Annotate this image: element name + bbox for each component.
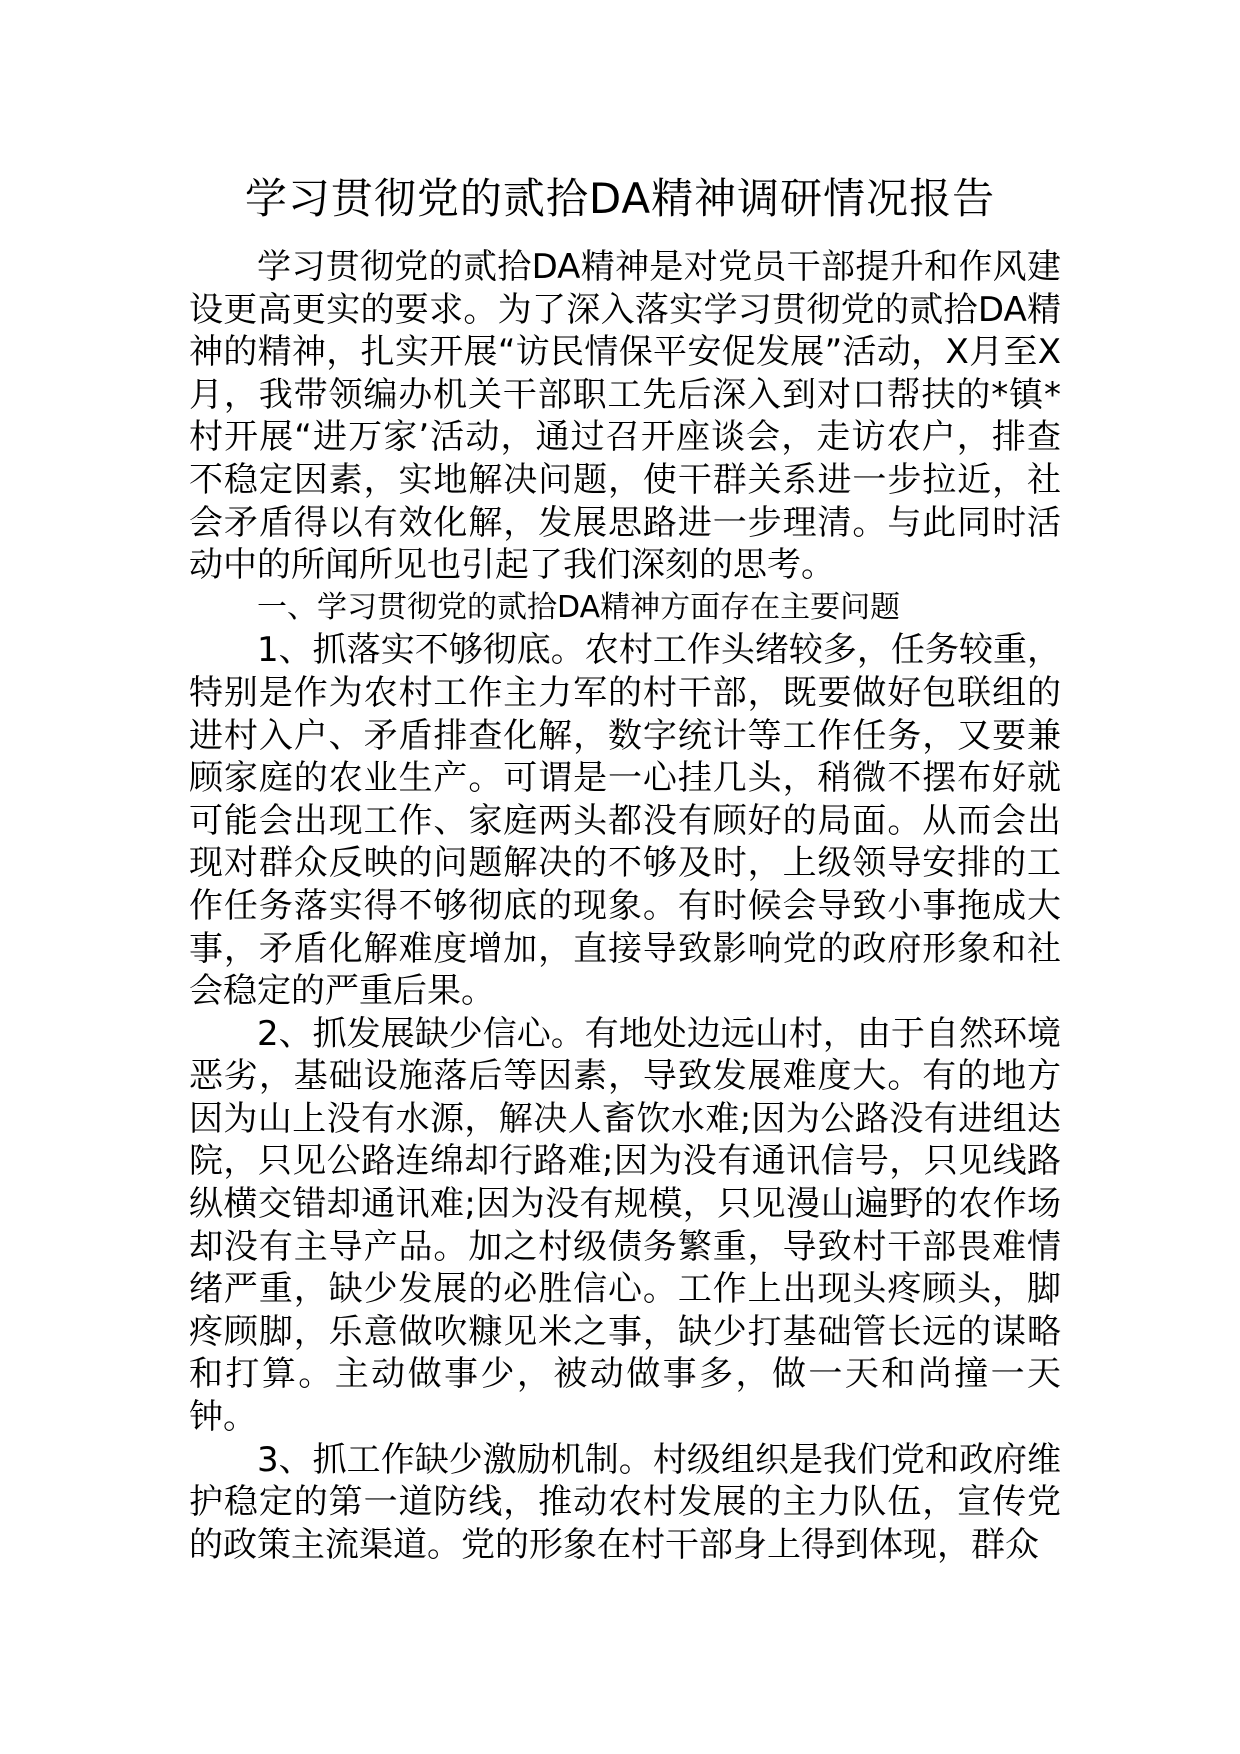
document-title: 学习贯彻党的贰拾DA精神调研情况报告 bbox=[244, 174, 996, 223]
intro-paragraph: 学习贯彻党的贰拾DA精神是对党员干部提升和作风建设更高更实的要求。为了深入落实学习贯彻党的贰拾DA精神的精神，扎实开展“访民情保平安促发展”活动，X月至X月，我带领编办机关干部职工先后深入到对口帮扶的*镇*村开展“进万家’活动，通过召开座谈会，走访农户，排查不稳定因素，实地解决问题，使干群关系进一步拉近，社会矛盾得以有效化解，发展思路进一步理清。与此同时活动中的所闻所见也引起了我们深刻的思考。 bbox=[189, 247, 1061, 586]
issue-paragraph-1: 1、抓落实不够彻底。农村工作头绪较多，任务较重，特别是作为农村工作主力军的村干部，既要做好包联组的进村入户、矛盾排查化解，数字统计等工作任务，又要兼顾家庭的农业生产。可谓是一心挂几头，稍微不摆布好就可能会出现工作、家庭两头都没有顾好的局面。从而会出现对群众反映的问题解决的不够及时，上级领导安排的工作任务落实得不够彻底的现象。有时候会导致小事拖成大事，矛盾化解难度增加，直接导致影响党的政府形象和社会稳定的严重后果。 bbox=[189, 630, 1061, 1012]
issue-paragraph-2: 2、抓发展缺少信心。有地处边远山村，由于自然环境恶劣，基础设施落后等因素，导致发展难度大。有的地方因为山上没有水源，解决人畜饮水难;因为公路没有进组达院，只见公路连绵却行路难;因为没有通讯信号，只见线路纵横交错却通讯难;因为没有规模，只见漫山遍野的农作场却没有主导产品。加之村级债务繁重，导致村干部畏难情绪严重，缺少发展的必胜信心。工作上出现头疼顾头，脚疼顾脚，乐意做吹糠见米之事，缺少打基础管长远的谋略和打算。主动做事少，被动做事多，做一天和尚撞一天钟。 bbox=[189, 1013, 1061, 1438]
document-body bbox=[189, 246, 1061, 1566]
section-heading: 一、学习贯彻党的贰拾DA精神方面存在主要问题 bbox=[257, 589, 901, 625]
issue-paragraph-3: 3、抓工作缺少激励机制。村级组织是我们党和政府维护稳定的第一道防线，推动农村发展的主力队伍，宣传党的政策主流渠道。党的形象在村干部身上得到体现，群众 bbox=[189, 1439, 1061, 1565]
